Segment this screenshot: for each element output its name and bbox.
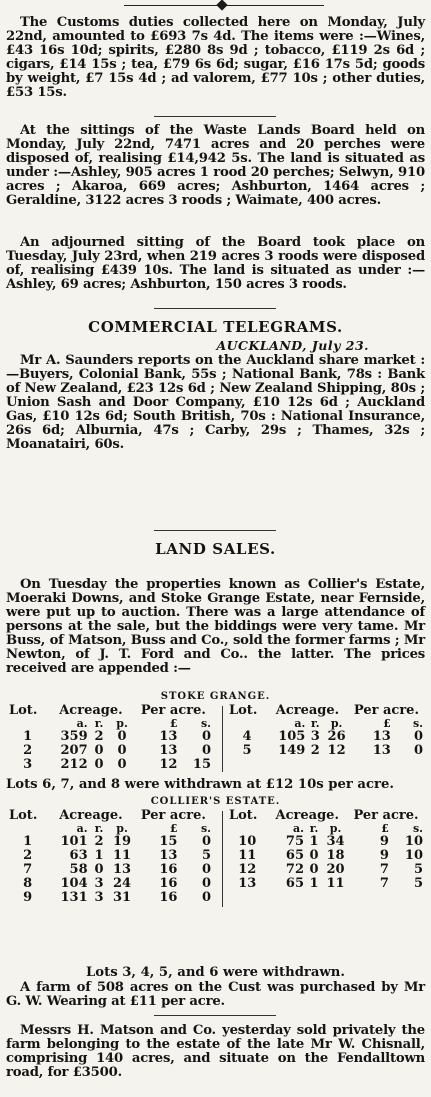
table-header-row xyxy=(228,809,424,823)
table-cell: r. xyxy=(311,717,320,730)
table-cell: Per acre. xyxy=(353,808,419,823)
table-cell: 105 xyxy=(278,729,306,744)
table-row xyxy=(8,891,212,905)
table-row xyxy=(8,758,212,772)
table-cell: 0 xyxy=(201,729,211,744)
table-cell: 10 xyxy=(404,834,423,849)
table-row xyxy=(228,877,424,891)
table-cell: 1 xyxy=(23,729,33,744)
table-cell: Lot. xyxy=(229,703,258,718)
table-cell: 104 xyxy=(60,876,88,891)
table-cell: 16 xyxy=(159,862,178,877)
table-row xyxy=(8,877,212,891)
table-cell: 12 xyxy=(327,743,346,758)
table-cell: 0 xyxy=(309,862,319,877)
table-cell: 0 xyxy=(117,757,127,772)
table-cell: 0 xyxy=(117,729,127,744)
table-cell: 101 xyxy=(60,834,88,849)
table-cell: 0 xyxy=(117,743,127,758)
table-cell: 7 xyxy=(23,862,33,877)
table-cell: 7 xyxy=(379,876,389,891)
section-rule xyxy=(154,530,276,531)
table-cell: Per acre. xyxy=(140,703,206,718)
table-cell: r. xyxy=(309,822,319,835)
table-cell: 3 xyxy=(94,890,104,905)
adjourned-sitting-paragraph: An adjourned sitting of the Board took place on Tuesday, July 23rd, when 219 acres 3 roods were disposed of, realising £439 10s. The land is situated as under :—Ashley, 69 acres; Ashburton, 150 acres 3 roods. xyxy=(6,235,425,292)
table-cell: 72 xyxy=(285,862,304,877)
table-cell: 9 xyxy=(379,834,389,849)
table-cell: 58 xyxy=(69,862,88,877)
table-cell: 18 xyxy=(326,848,345,863)
table-cell: 0 xyxy=(201,862,211,877)
units-row xyxy=(8,823,212,835)
table-cell: 1 xyxy=(23,834,33,849)
colliers-estate-subheading: COLLIER'S ESTATE. xyxy=(150,796,281,807)
table-cell: 4 xyxy=(242,729,252,744)
table-cell: p. xyxy=(116,717,128,730)
commercial-telegrams-heading: COMMERCIAL TELEGRAMS. xyxy=(88,318,343,336)
saunders-share-market-paragraph: Mr A. Saunders reports on the Auckland share market :—Buyers, Colonial Bank, 55s ; National Bank, 78s : Bank of New Zealand, £23 12s 6d ; New Zealand Shipping, 80s ; Union Sash and Door Company, £10 12s 6d ; Auckland Gas, £10 12s 6d; South British, 70s : National Insurance, 26s 6d; Alburnia, 47s ; Carby, 29s ; Thames, 32s ; Moanatairi, 60s. xyxy=(6,353,425,452)
table-cell: 12 xyxy=(238,862,257,877)
table-row xyxy=(228,730,424,744)
table-cell: 0 xyxy=(413,729,423,744)
table-cell: Acreage. xyxy=(59,808,123,823)
table-cell: a. xyxy=(76,717,88,730)
table-cell: 2 xyxy=(94,729,104,744)
matson-sale-paragraph: Messrs H. Matson and Co. yesterday sold privately the farm belonging to the estate of the late Mr W. Chisnall, comprising 140 acres, and situate on the Fendalltown road, for £3500. xyxy=(6,1023,425,1080)
table-row xyxy=(8,730,212,744)
section-rule xyxy=(154,308,276,309)
table-cell: 0 xyxy=(309,848,319,863)
table-cell: 10 xyxy=(404,848,423,863)
table-cell: 5 xyxy=(201,848,211,863)
withdrawn-note-3456: Lots 3, 4, 5, and 6 were withdrawn. xyxy=(86,965,345,980)
table-cell: Per acre. xyxy=(353,703,419,718)
table-cell: 24 xyxy=(113,876,132,891)
stoke-grange-table-left xyxy=(8,704,212,772)
units-row xyxy=(228,718,424,730)
table-cell: 11 xyxy=(326,876,345,891)
table-cell: 7 xyxy=(379,862,389,877)
table-cell: 0 xyxy=(201,743,211,758)
table-cell: s. xyxy=(200,717,211,730)
table-cell: p. xyxy=(329,822,342,835)
table-cell: 5 xyxy=(413,876,423,891)
table-cell: 13 xyxy=(159,743,178,758)
table-cell: 8 xyxy=(23,876,33,891)
table-cell: Lot. xyxy=(9,808,38,823)
table-cell: 0 xyxy=(201,890,211,905)
table-cell: 11 xyxy=(113,848,132,863)
table-cell: 16 xyxy=(159,876,178,891)
table-row xyxy=(228,835,424,849)
diamond-ornament-icon xyxy=(216,0,227,11)
waste-lands-paragraph: At the sittings of the Waste Lands Board held on Monday, July 22nd, 7471 acres and 20 perches were disposed of, realising £14,942 5s. The land is situated as under :—Ashley, 905 acres 1 rood 20 perches; Selwyn, 910 acres ; Akaroa, 669 acres; Ashburton, 1464 acres ; Geraldine, 3122 acres 3 roods ; Waimate, 400 acres. xyxy=(6,123,425,208)
table-cell: 13 xyxy=(372,729,391,744)
table-cell: 0 xyxy=(94,743,104,758)
table-cell: 13 xyxy=(372,743,391,758)
table-row xyxy=(8,744,212,758)
table-cell: 9 xyxy=(379,848,389,863)
table-cell: 5 xyxy=(413,862,423,877)
cust-farm-paragraph: A farm of 508 acres on the Cust was purchased by Mr G. W. Wearing at £11 per acre. xyxy=(6,980,425,1009)
section-rule xyxy=(154,1015,276,1016)
table-cell: Acreage. xyxy=(59,703,123,718)
table-cell: 3 xyxy=(23,757,33,772)
units-row xyxy=(228,823,424,835)
table-cell: 34 xyxy=(326,834,345,849)
table-cell: 0 xyxy=(413,743,423,758)
table-cell: 131 xyxy=(60,890,88,905)
table-cell: 63 xyxy=(69,848,88,863)
table-cell: £ xyxy=(169,717,178,730)
table-divider xyxy=(222,706,223,772)
stoke-grange-subheading: STOKE GRANGE. xyxy=(160,691,271,702)
table-row xyxy=(8,835,212,849)
table-row xyxy=(228,744,424,758)
table-cell: 20 xyxy=(326,862,345,877)
table-cell: £ xyxy=(383,717,391,730)
table-cell: p. xyxy=(116,822,128,835)
stoke-grange-table-right xyxy=(228,704,424,758)
table-cell: 13 xyxy=(113,862,132,877)
table-header-row xyxy=(228,704,424,718)
table-cell: s. xyxy=(412,822,423,835)
table-cell: 0 xyxy=(94,862,104,877)
table-cell: 10 xyxy=(238,834,257,849)
table-cell: a. xyxy=(294,717,306,730)
table-cell: r. xyxy=(94,822,104,835)
table-cell: 1 xyxy=(309,876,319,891)
table-cell: 15 xyxy=(159,834,178,849)
table-cell: 0 xyxy=(201,834,211,849)
table-cell: 19 xyxy=(113,834,132,849)
table-row xyxy=(228,849,424,863)
withdrawn-note-678: Lots 6, 7, and 8 were withdrawn at £12 10s per acre. xyxy=(6,777,394,792)
table-cell: s. xyxy=(412,717,423,730)
table-cell: £ xyxy=(381,822,389,835)
table-cell: 75 xyxy=(285,834,304,849)
table-cell: 207 xyxy=(60,743,88,758)
table-cell: 9 xyxy=(23,890,33,905)
customs-paragraph: The Customs duties collected here on Monday, July 22nd, amounted to £693 7s 4d. The items were :—Wines, £43 16s 10d; spirits, £280 8s 9d ; tobacco, £119 2s 6d ; cigars, £14 15s ; tea, £79 6s 6d; sugar, £16 17s 5d; goods by weight, £7 15s 4d ; ad valorem, £77 10s ; other duties, £53 15s. xyxy=(6,15,425,100)
table-cell: 65 xyxy=(285,848,304,863)
table-cell: 13 xyxy=(238,876,257,891)
colliers-estate-table-right xyxy=(228,809,424,891)
auckland-dateline: AUCKLAND, July 23. xyxy=(216,338,369,353)
table-cell: Per acre. xyxy=(140,808,206,823)
table-header-row xyxy=(8,809,212,823)
units-row xyxy=(8,718,212,730)
table-row xyxy=(8,849,212,863)
table-cell: 2 xyxy=(310,743,320,758)
land-sales-heading: LAND SALES. xyxy=(155,540,276,558)
table-cell: 1 xyxy=(309,834,319,849)
table-cell: 13 xyxy=(159,848,178,863)
colliers-estate-table-left xyxy=(8,809,212,905)
table-cell: 15 xyxy=(192,757,211,772)
table-cell: 26 xyxy=(327,729,346,744)
table-cell: 3 xyxy=(94,876,104,891)
table-cell: 11 xyxy=(238,848,257,863)
table-cell: 13 xyxy=(159,729,178,744)
table-cell: r. xyxy=(94,717,104,730)
table-cell: 12 xyxy=(159,757,178,772)
table-cell: Acreage. xyxy=(275,808,339,823)
table-cell: Lot. xyxy=(229,808,258,823)
table-cell: 31 xyxy=(113,890,132,905)
section-rule xyxy=(154,116,276,117)
table-cell: 149 xyxy=(278,743,306,758)
land-sales-paragraph: On Tuesday the properties known as Collier's Estate, Moeraki Downs, and Stoke Grange Estate, near Fernside, were put up to auction. There was a large attendance of persons at the sale, but the biddings were very tame. Mr Buss, of Matson, Buss and Co., sold the former farms ; Mr Newton, of J. T. Ford and Co.. the latter. The prices received are appended :— xyxy=(6,577,425,676)
table-row xyxy=(8,863,212,877)
table-divider xyxy=(222,811,223,907)
table-cell: 212 xyxy=(60,757,88,772)
table-cell: Acreage. xyxy=(275,703,340,718)
table-cell: 5 xyxy=(242,743,252,758)
table-cell: 1 xyxy=(94,848,104,863)
table-cell: 0 xyxy=(201,876,211,891)
table-header-row xyxy=(8,704,212,718)
table-cell: 16 xyxy=(159,890,178,905)
table-cell: 3 xyxy=(310,729,320,744)
table-cell: 2 xyxy=(23,743,33,758)
table-cell: 2 xyxy=(23,848,33,863)
table-row xyxy=(228,863,424,877)
table-cell: 65 xyxy=(285,876,304,891)
table-cell: £ xyxy=(169,822,178,835)
table-cell: Lot. xyxy=(9,703,38,718)
ornament-divider xyxy=(124,1,324,11)
table-cell: a. xyxy=(293,822,304,835)
table-cell: 0 xyxy=(94,757,104,772)
table-cell: a. xyxy=(76,822,88,835)
table-cell: 359 xyxy=(60,729,88,744)
table-cell: s. xyxy=(200,822,211,835)
table-cell: p. xyxy=(330,717,343,730)
table-cell: 2 xyxy=(94,834,104,849)
